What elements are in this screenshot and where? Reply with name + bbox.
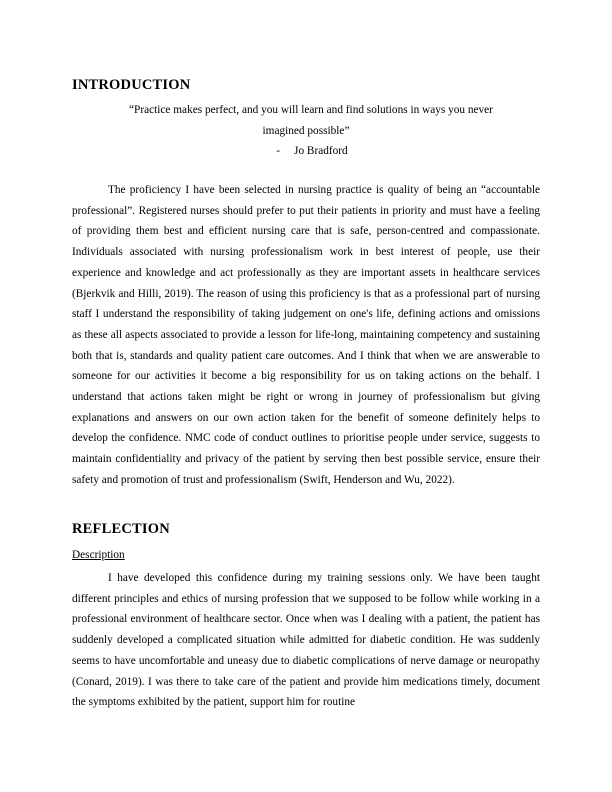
epigraph-quote — [72, 100, 540, 162]
description-subheading: Description — [72, 549, 125, 561]
quote-author: Jo Bradford — [294, 145, 348, 157]
reflection-heading: REFLECTION — [72, 521, 170, 537]
introduction-heading: INTRODUCTION — [72, 77, 191, 93]
quote-line-2: imagined possible” — [262, 124, 350, 137]
attribution-dash: - — [276, 145, 281, 157]
quote-attribution — [72, 141, 540, 162]
description-paragraph: I have developed this confidence during my training sessions only. We have been taught different principles and ethics of nursing profession that we supposed to be follow while working in a professional environment of healthcare sector. Once when was I dealing with a patient, the patient has suddenly developed a complicated situation while admitted for diabetic condition. He was suddenly seems to have uncomfortable and uneasy due to diabetic complications of nerve damage or neuropathy (Conard, 2019). I was there to take care of the patient and provide him medications timely, document the symptoms exhibited by the patient, support him for routine — [72, 572, 540, 709]
quote-line-1: “Practice makes perfect, and you will learn and find solutions in ways you never — [129, 104, 493, 116]
introduction-paragraph: The proficiency I have been selected in nursing practice is quality of being an “accountable professional”. Registered nurses should prefer to put their patients in priority and must have a feeling of providing them best and efficient nursing care that is safe, person-centred and compassionate. Individuals associated with nursing professionalism work in best interest of people, use their experience and knowledge and act professionally as they are important assets in healthcare services (Bjerkvik and Hilli, 2019). The reason of using this proficiency is that as a professional part of nursing staff I understand the responsibility of taking judgement on one's life, defining actions and omissions as these all aspects associated to provide a lesson for life-long, maintaining competency and sustaining both that is, standards and quality patient care outcomes. And I think that when we are answerable to someone for our activities it become a big responsibility for us on taking actions on the behalf. I understand that actions taken might be right or wrong in journey of professionalism but giving explanations and answers on our own action taken for the benefit of someone definitely helps to develop the confidence. NMC code of conduct outlines to prioritise people under service, suggests to maintain confidentiality and privacy of the patient by serving then best possible service, ensure their safety and promotion of trust and professionalism (Swift, Henderson and Wu, 2022). — [72, 184, 540, 486]
